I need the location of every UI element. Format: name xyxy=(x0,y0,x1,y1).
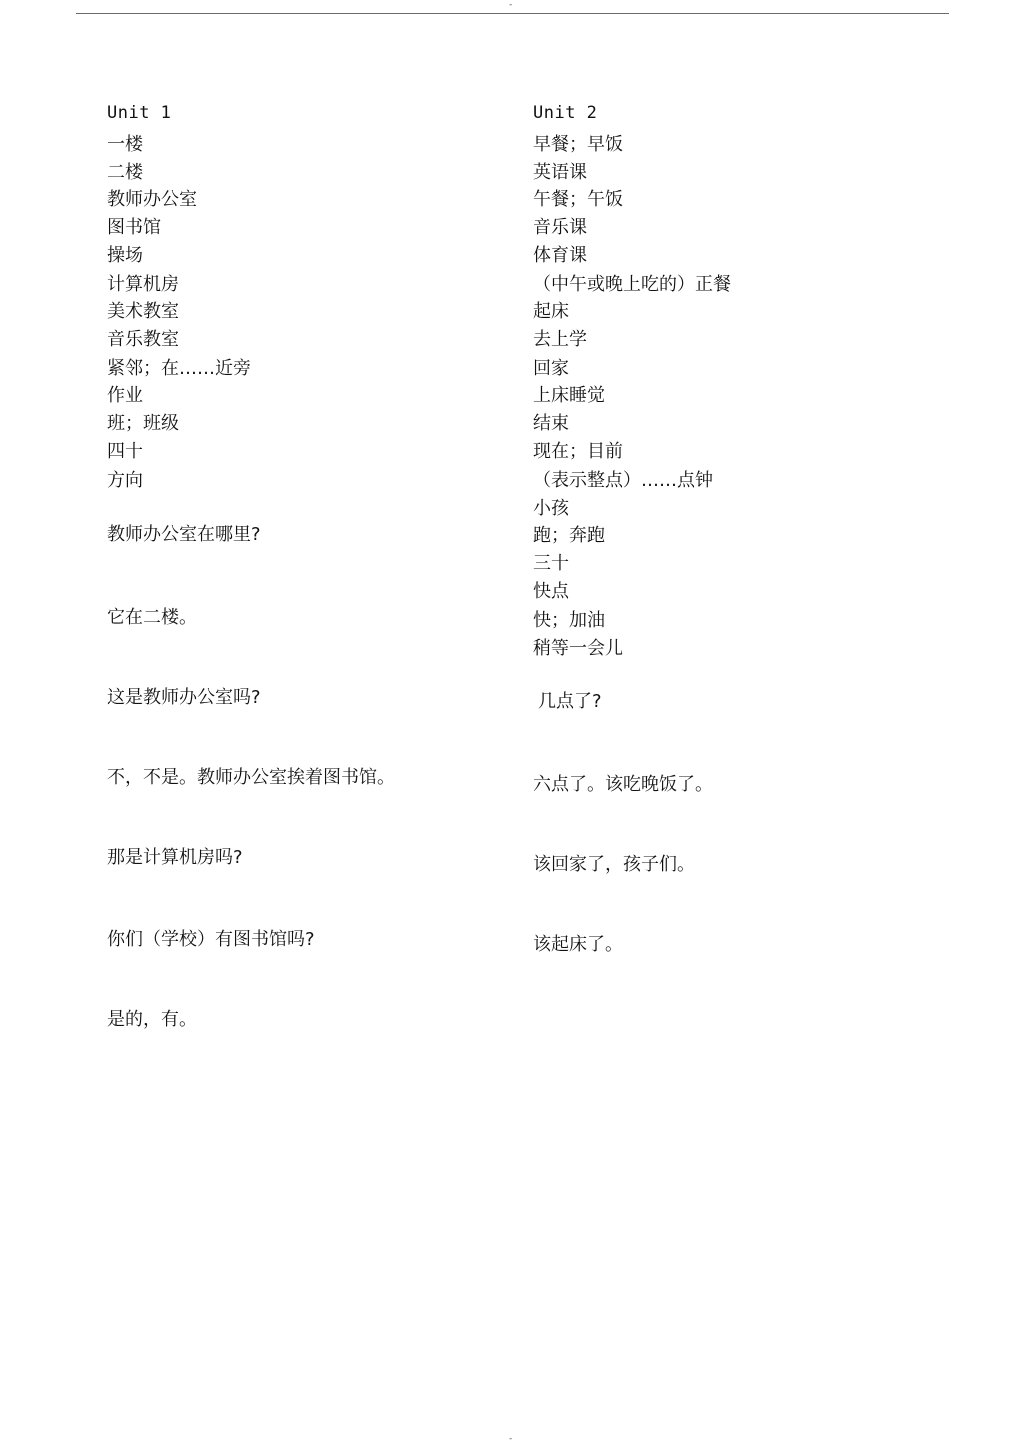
vocab-item: 一楼 xyxy=(107,134,143,155)
vocab-item: 四十 xyxy=(107,441,143,462)
vocab-item: 教师办公室 xyxy=(107,189,197,210)
vocab-item: 计算机房 xyxy=(107,274,179,295)
sentence: 你们（学校）有图书馆吗? xyxy=(107,929,315,950)
sentence: 不，不是。教师办公室挨着图书馆。 xyxy=(107,767,395,788)
vocab-item: 英语课 xyxy=(533,162,587,183)
vocab-item: 快点 xyxy=(533,581,569,602)
vocab-item: 稍等一会儿 xyxy=(533,638,623,659)
vocab-item: 紧邻；在……近旁 xyxy=(107,358,251,379)
vocab-item: 早餐；早饭 xyxy=(533,134,623,155)
sentence: 教师办公室在哪里? xyxy=(107,524,261,545)
vocab-item: 小孩 xyxy=(533,498,569,519)
vocab-item: 作业 xyxy=(107,385,143,406)
sentence: 六点了。该吃晚饭了。 xyxy=(533,774,713,795)
vocab-item: 起床 xyxy=(533,301,569,322)
sentence: 它在二楼。 xyxy=(107,607,197,628)
sentence: 是的，有。 xyxy=(107,1009,197,1030)
sentence: 那是计算机房吗? xyxy=(107,847,243,868)
page-mark-top: - xyxy=(509,0,513,10)
vocab-item: 二楼 xyxy=(107,162,143,183)
vocab-item: 上床睡觉 xyxy=(533,385,605,406)
vocab-item: 图书馆 xyxy=(107,217,161,238)
sentence: 这是教师办公室吗? xyxy=(107,687,261,708)
vocab-item: 班；班级 xyxy=(107,413,179,434)
vocab-item: 去上学 xyxy=(533,329,587,350)
vocab-item: （表示整点）……点钟 xyxy=(533,470,713,491)
sentence: 几点了? xyxy=(538,691,602,712)
sentence: 该起床了。 xyxy=(533,934,623,955)
sentence: 该回家了，孩子们。 xyxy=(533,854,695,875)
vocab-item: 三十 xyxy=(533,553,569,574)
page-mark-bottom: - xyxy=(509,1434,513,1444)
unit-1-heading: Unit 1 xyxy=(107,103,172,123)
vocab-item: （中午或晚上吃的）正餐 xyxy=(533,274,731,295)
vocab-item: 午餐；午饭 xyxy=(533,189,623,210)
vocab-item: 音乐教室 xyxy=(107,329,179,350)
vocab-item: 结束 xyxy=(533,413,569,434)
unit-2-heading: Unit 2 xyxy=(533,103,598,123)
unit-2-column xyxy=(533,0,933,1100)
vocab-item: 方向 xyxy=(107,470,143,491)
vocab-item: 现在；目前 xyxy=(533,441,623,462)
vocab-item: 体育课 xyxy=(533,245,587,266)
vocab-item: 跑；奔跑 xyxy=(533,525,605,546)
vocab-item: 回家 xyxy=(533,358,569,379)
vocab-item: 美术教室 xyxy=(107,301,179,322)
vocab-item: 音乐课 xyxy=(533,217,587,238)
unit-1-column xyxy=(107,0,507,1100)
vocab-item: 快；加油 xyxy=(533,610,605,631)
vocab-item: 操场 xyxy=(107,245,143,266)
